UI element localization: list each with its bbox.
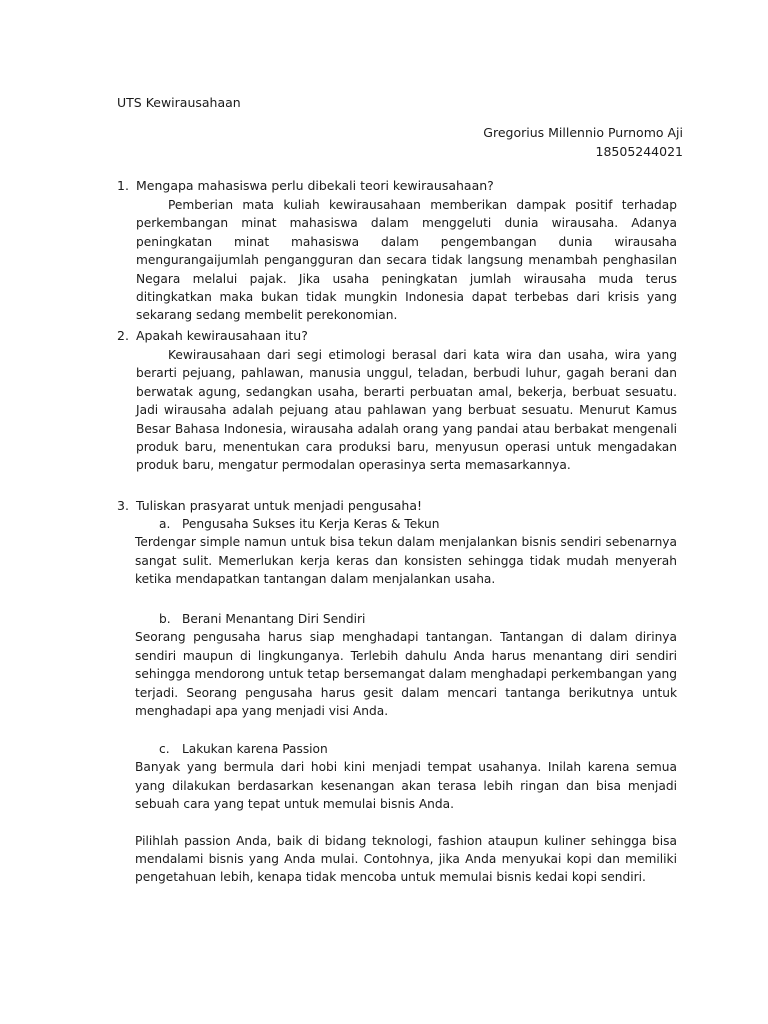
- question-number: 2.: [117, 328, 129, 343]
- requirement-text-continued: Pilihlah passion Anda, baik di bidang teknologi, fashion ataupun kuliner sehingga bisa mendalami bisnis yang Anda mulai. Contohnya, jika Anda menyukai kopi dan memiliki pengetahuan lebih, kenapa tidak mencoba untuk memulai bisnis kedai kopi sendiri.: [135, 833, 677, 885]
- answer-paragraph: Kewirausahaan dari segi etimologi berasal dari kata wira dan usaha, wira yang berarti pejuang, pahlawan, manusia unggul, teladan, berbudi luhur, gagah berani dan berwatak agung, sedangkan usaha, berarti perbuatan amal, bekerja, berbuat sesuatu. Jadi wirausaha adalah pejuang atau pahlawan yang berbuat sesuatu. Menurut Kamus Besar Bahasa Indonesia, wirausaha adalah orang yang pandai atau berbakat mengenali produk baru, menentukan cara produksi baru, menyusun operasi untuk mengadakan produk baru, mengatur permodalan operasinya serta memasarkannya.: [136, 348, 677, 473]
- requirement-title: Pengusaha Sukses itu Kerja Keras & Tekun: [182, 517, 440, 531]
- question-number: 1.: [117, 178, 129, 193]
- requirement-text: Terdengar simple namun untuk bisa tekun dalam menjalankan bisnis sendiri sebenarnya sangat sulit. Memerlukan kerja keras dan konsisten sehingga tidak mudah menyerah ketika mendapatkan tantangan dalam menjalankan usaha.: [135, 535, 677, 587]
- author-name: Gregorius Millennio Purnomo Aji: [483, 125, 683, 140]
- question-text: Mengapa mahasiswa perlu dibekali teori kewirausahaan?: [136, 178, 494, 193]
- document-title: UTS Kewirausahaan: [117, 95, 241, 110]
- requirement-heading: [135, 610, 677, 628]
- requirement-heading: [135, 515, 677, 533]
- question-1: [117, 177, 677, 325]
- requirement-c: [135, 740, 677, 887]
- requirement-letter: a.: [159, 517, 171, 531]
- question-3: [117, 497, 677, 515]
- requirement-a: [135, 515, 677, 589]
- question-2: [117, 327, 677, 475]
- requirement-text: Banyak yang bermula dari hobi kini menjadi tempat usahanya. Inilah karena semua yang dilakukan berdasarkan kesenangan akan terasa lebih ringan dan bisa menjadi sebuah cara yang tepat untuk memulai bisnis Anda.: [135, 760, 677, 812]
- requirement-letter: c.: [159, 742, 170, 756]
- requirement-heading: [135, 740, 677, 758]
- question-1-heading: [117, 177, 677, 195]
- question-2-heading: [117, 327, 677, 345]
- requirement-b: [135, 610, 677, 720]
- requirement-title: Berani Menantang Diri Sendiri: [182, 612, 366, 626]
- requirement-letter: b.: [159, 612, 171, 626]
- requirement-title: Lakukan karena Passion: [182, 742, 328, 756]
- question-number: 3.: [117, 498, 129, 513]
- answer-paragraph: Pemberian mata kuliah kewirausahaan memberikan dampak positif terhadap perkembangan minat mahasiswa dalam menggeluti dunia wirausaha. Adanya peningkatan minat mahasiswa dalam pengembangan dunia wirausaha mengurangaijumlah pengangguran dan secara tidak langsung menambah penghasilan Negara melalui pajak. Jika usaha peningkatan jumlah wirausaha muda terus ditingkatkan maka bukan tidak mungkin Indonesia dapat terbebas dari krisis yang sekarang sedang membelit perekonomian.: [136, 198, 677, 323]
- question-text: Apakah kewirausahaan itu?: [136, 328, 308, 343]
- student-id: 18505244021: [595, 143, 683, 159]
- author-block: [483, 124, 683, 161]
- question-text: Tuliskan prasyarat untuk menjadi pengusaha!: [136, 498, 423, 513]
- question-3-heading: [117, 497, 677, 515]
- requirement-text: Seorang pengusaha harus siap menghadapi tantangan. Tantangan di dalam dirinya sendiri maupun di lingkunganya. Terlebih dahulu Anda harus menantang diri sendiri sehingga mendorong untuk tetap bersemangat dalam menghadapi perkembangan yang terjadi. Seorang pengusaha harus gesit dalam mencari tantanga berikutnya untuk menghadapi apa yang menjadi visi Anda.: [135, 630, 677, 719]
